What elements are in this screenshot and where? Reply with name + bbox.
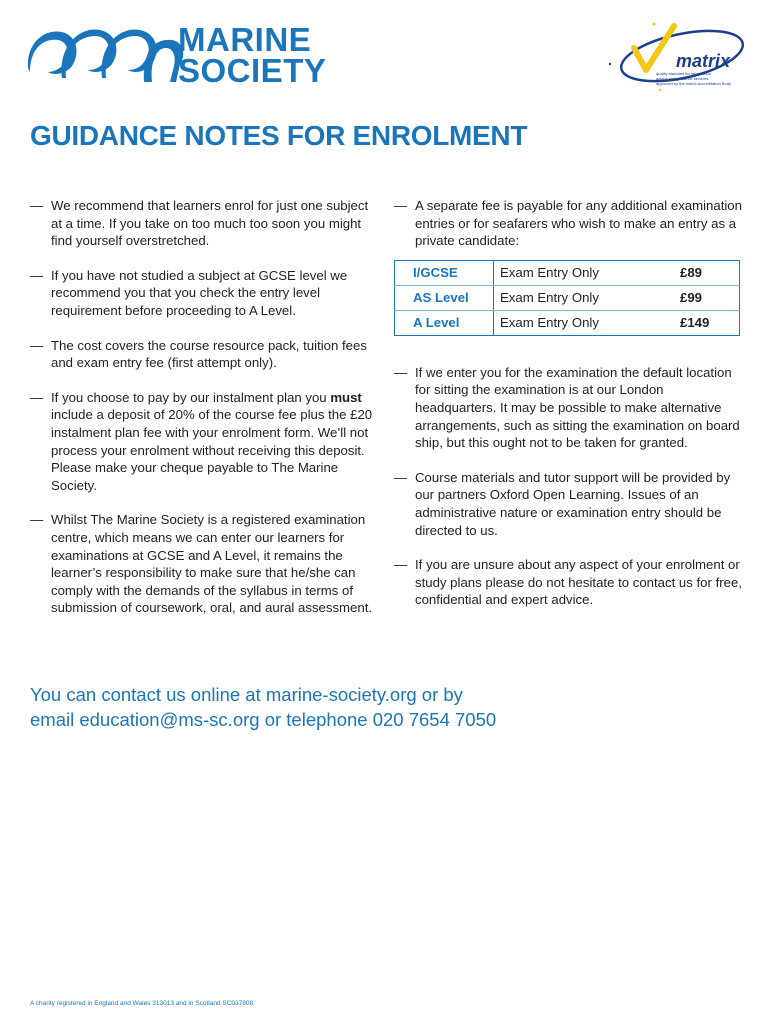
table-row (395, 260, 740, 285)
note-text: If we enter you for the examination the default location for sitting the examination is at our London headquarters. It may be possible to make alternative arrangements, such as sitting the examination on board ship, but this ought not to be taken for granted. (415, 364, 740, 451)
note-text: If you are unsure about any aspect of your enrolment or study plans please do not hesitate to contact us for free, confidential and expert advice. (415, 557, 742, 608)
dash-bullet: — (30, 512, 44, 528)
note-enrol-one-subject (30, 197, 380, 250)
logo-line-society: SOCIETY (178, 52, 327, 89)
fee-level: I/GCSE (395, 260, 494, 285)
note-separate-fee (394, 197, 746, 250)
note-exam-location (394, 364, 746, 452)
fee-amount: £99 (670, 285, 740, 310)
note-text: Whilst The Marine Society is a registered examination centre, which means we can enter our learners for examinations at GCSE and A Level, it remains the learner’s responsibility to make sure that he/she can comply with the demands of the syllabus in terms of submission of coursework, oral, and aural assessment. (51, 512, 373, 616)
charity-registration-footer: A charity registered in England and Wales 313013 and in Scotland SC037808 (30, 1000, 254, 1007)
note-text: A separate fee is payable for any additional examination entries or for seafarers who wish to make an entry as a private candidate: (415, 198, 742, 249)
dash-bullet: — (394, 469, 408, 485)
note-text-bold: must (330, 389, 362, 405)
matrix-brand-text: matrix (676, 51, 731, 71)
matrix-tag-line-3: approved by the matrix Accreditation Body (656, 81, 731, 86)
fee-table (394, 260, 740, 336)
left-column (30, 197, 380, 617)
dash-bullet: — (394, 364, 408, 380)
dash-bullet: — (394, 198, 408, 213)
note-contact-advice (394, 556, 746, 609)
dash-bullet: — (30, 389, 44, 405)
note-instalment-plan (30, 389, 380, 495)
note-examination-centre (30, 511, 380, 617)
note-gcse-entry-level (30, 267, 380, 320)
note-text: If you have not studied a subject at GCSE level we recommend you that you check the entry level requirement before proceeding to A Level. (51, 267, 348, 318)
dash-bullet: — (30, 337, 44, 353)
note-text: Course materials and tutor support will be provided by our partners Oxford Open Learning. Issues of an administrative nature or examination entry should be directed to us. (415, 469, 731, 538)
note-text-before: If you choose to pay by our instalment plan you (51, 389, 331, 405)
fee-type: Exam Entry Only (494, 260, 671, 285)
matrix-tag-line-2: advice and guidance services (656, 76, 709, 81)
note-course-materials (394, 469, 746, 539)
note-text: The cost covers the course resource pack, tuition fees and exam entry fee (first attempt only). (51, 337, 367, 371)
note-text: We recommend that learners enrol for just one subject at a time. If you take on too much too soon you might find yourself overstretched. (51, 198, 369, 249)
fee-type: Exam Entry Only (500, 314, 599, 330)
contact-line-online: You can contact us online at marine-society.org or by (30, 684, 463, 705)
logo-wordmark (178, 21, 327, 89)
dash-bullet: — (30, 267, 44, 283)
fee-amount: £149 (680, 314, 710, 330)
page-title: GUIDANCE NOTES FOR ENROLMENT (30, 120, 528, 151)
matrix-tag-line-1: quality standard for information (656, 71, 711, 76)
matrix-tagline (656, 71, 756, 86)
note-cost-covers (30, 337, 380, 372)
fee-level: A Level (395, 310, 494, 335)
contact-info (30, 682, 750, 732)
dash-bullet: — (30, 198, 44, 213)
right-column (394, 197, 746, 609)
contact-line-email-phone: email education@ms-sc.org or telephone 020 7654 7050 (30, 709, 497, 730)
dash-bullet: — (394, 557, 408, 573)
table-row (395, 285, 740, 310)
table-row (395, 310, 740, 335)
logo-line-marine: MARINE (178, 21, 312, 58)
fee-amount: £89 (670, 260, 740, 285)
note-text-after: include a deposit of 20% of the course fee plus the £20 instalment plan fee with your enrolment form. We’ll not process your enrolment without receiving this deposit. Please make your cheque payable to The Marine Society. (51, 407, 373, 493)
fee-level: AS Level (395, 285, 494, 310)
fee-type: Exam Entry Only (494, 285, 671, 310)
